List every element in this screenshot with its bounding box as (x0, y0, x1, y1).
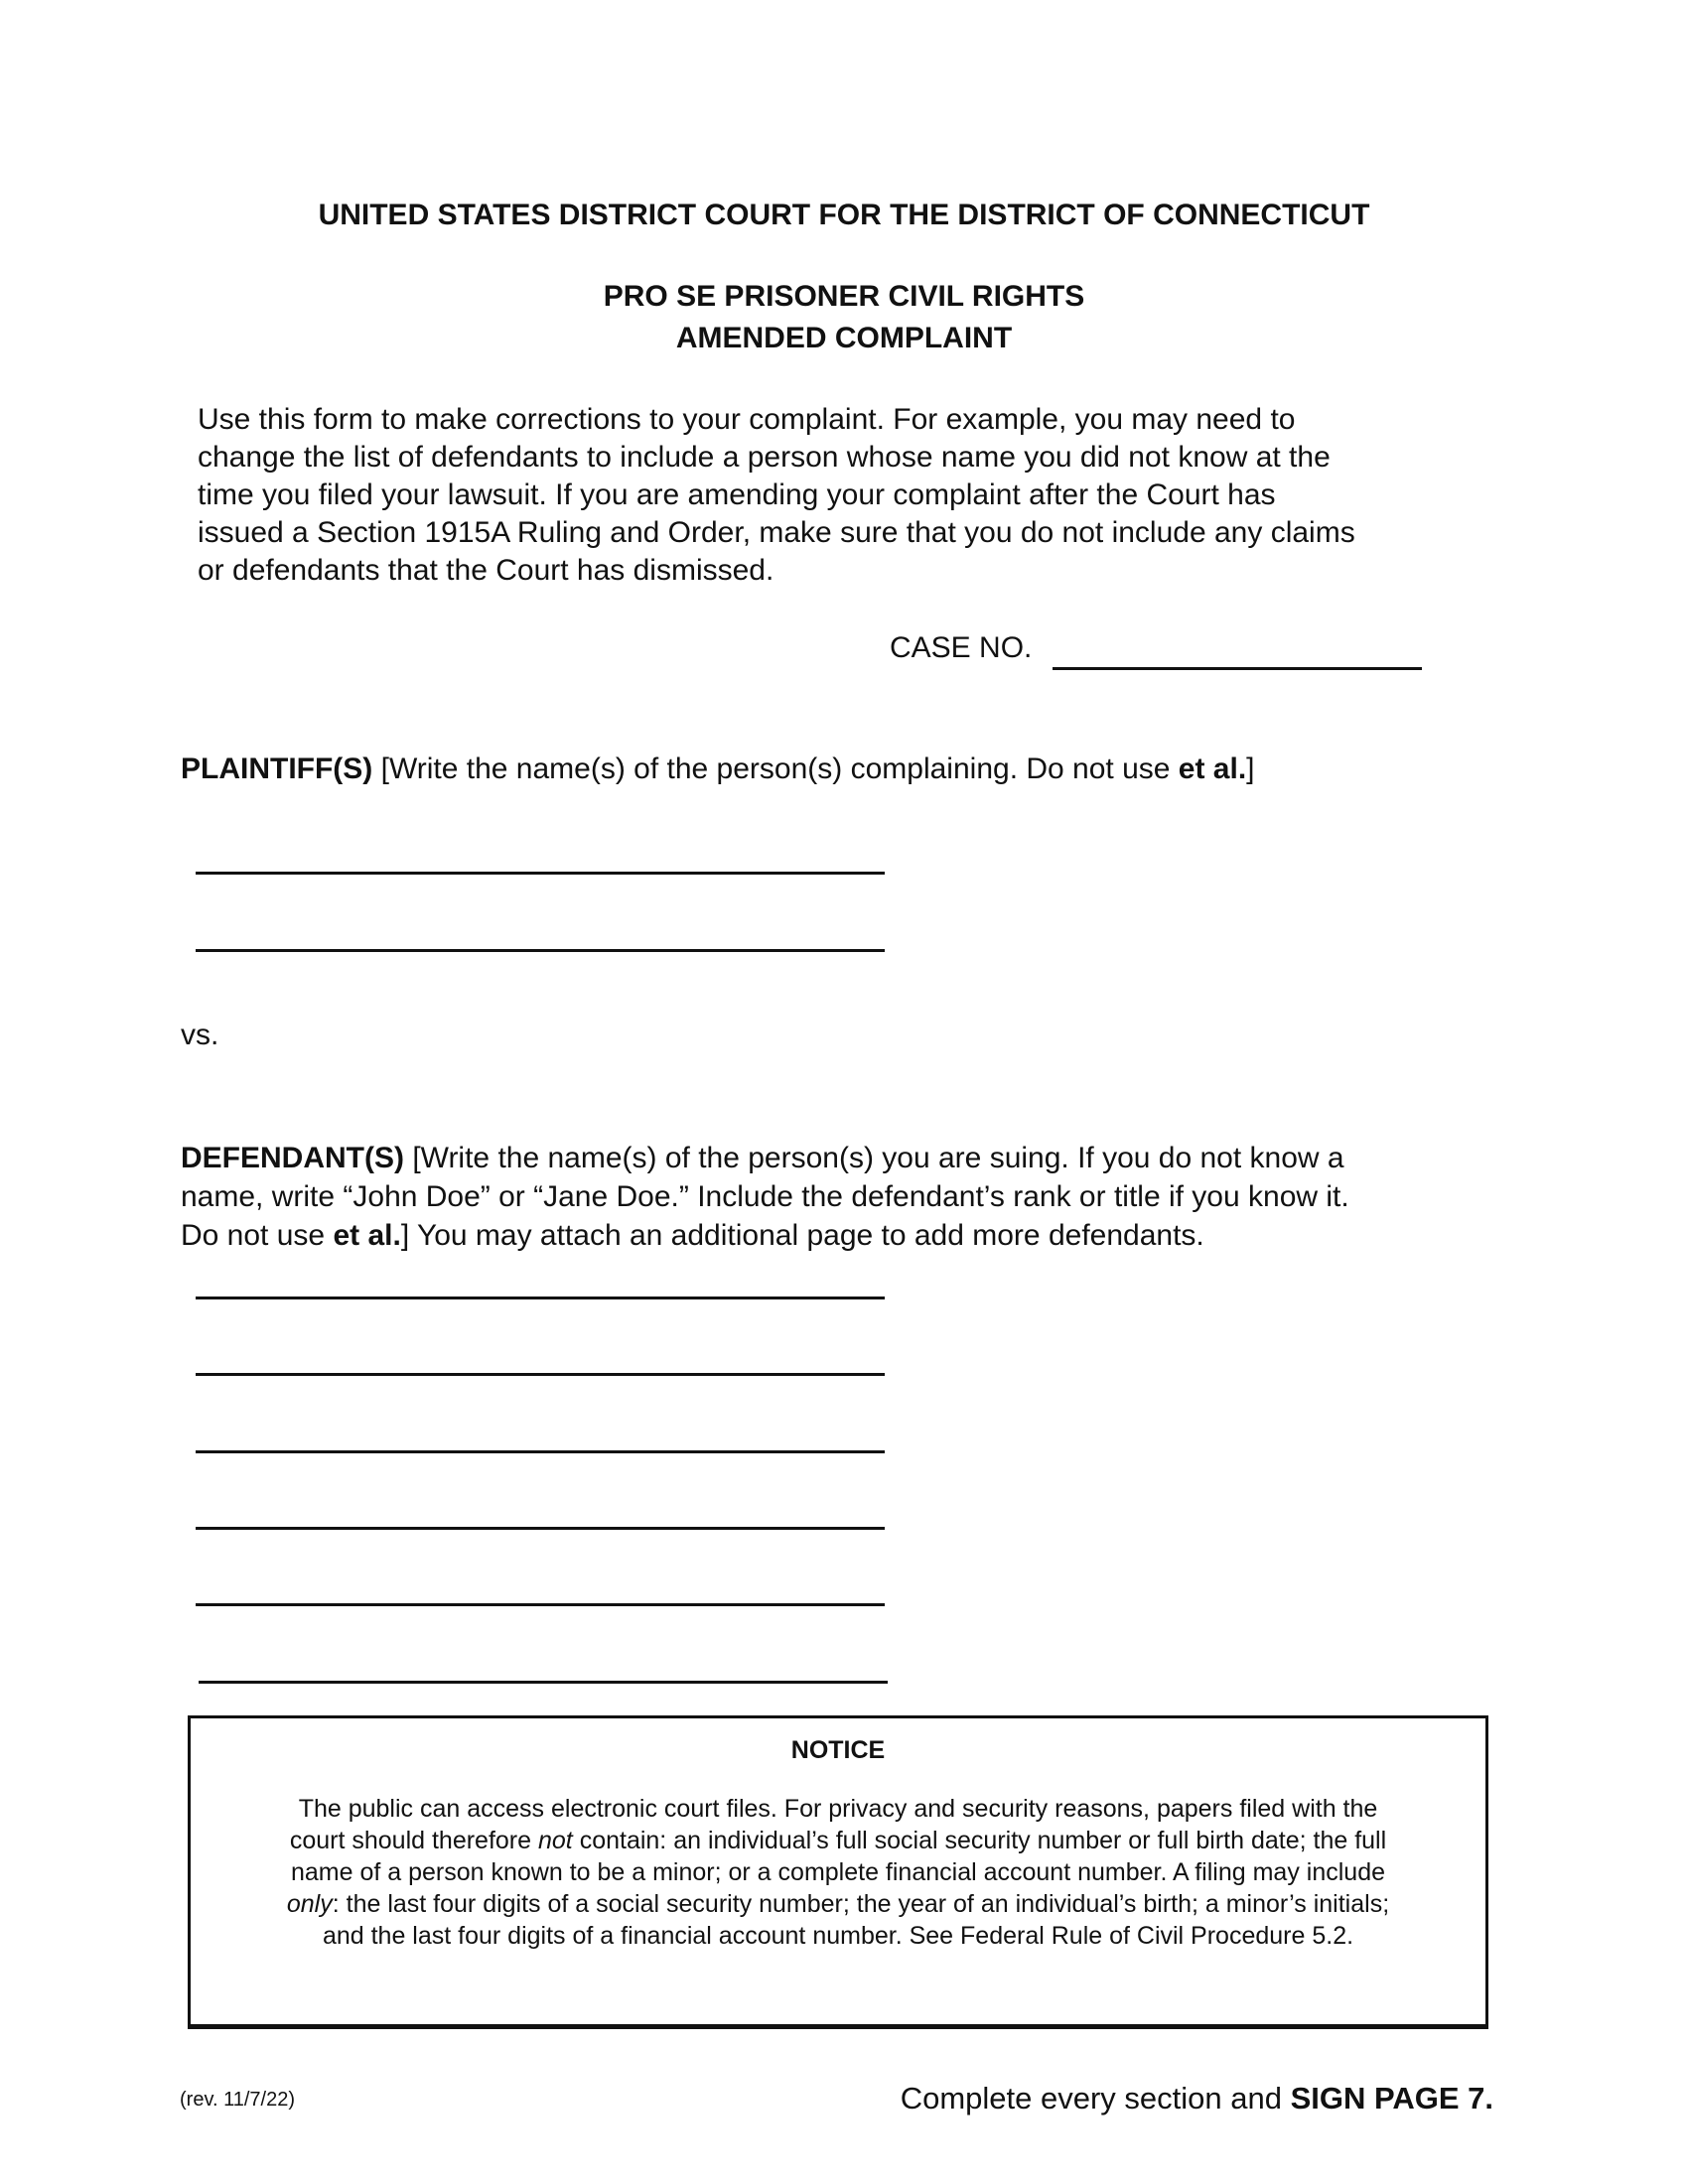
notice-title: NOTICE (790, 1736, 886, 1764)
notice-body: The public can access electronic court files. For privacy and security reasons, papers filed with the court should therefore not contain: an individual’s full social security number or full birth date; the full name of a person known to be a minor; or a complete financial account number. A filing may include only: the last four digits of a social security number; the year of an individual’s birth; a minor’s initials; and the last four digits of a financial account number. See Federal Rule of Civil Procedure 5.2. (286, 1795, 1390, 1950)
revision-date: (rev. 11/7/22) (180, 2089, 295, 2111)
form-title-line2: AMENDED COMPLAINT (675, 322, 1013, 354)
form-title-line1: PRO SE PRISONER CIVIL RIGHTS (603, 280, 1085, 313)
intro-line: or defendants that the Court has dismissed. (198, 554, 774, 587)
intro-line: issued a Section 1915A Ruling and Order, make sure that you do not include any claims (198, 516, 1355, 549)
defendant-name-field[interactable] (199, 1681, 888, 1684)
plaintiffs-label: PLAINTIFF(S) (181, 752, 373, 785)
intro-line: Use this form to make corrections to your complaint. For example, you may need to (198, 403, 1296, 436)
intro-line: change the list of defendants to include a person whose name you did not know at the (198, 441, 1331, 474)
privacy-notice-box (188, 1715, 1488, 2029)
defendant-name-field[interactable] (196, 1527, 885, 1530)
defendant-name-field[interactable] (196, 1450, 885, 1453)
case-no-label: CASE NO. (890, 631, 1033, 664)
plaintiffs-heading: PLAINTIFF(S) [Write the name(s) of the person(s) complaining. Do not use et al.] (181, 752, 1255, 785)
intro-paragraph (198, 401, 1508, 590)
intro-line: time you filed your lawsuit. If you are amending your complaint after the Court has (198, 478, 1276, 511)
footer-instruction: Complete every section and SIGN PAGE 7. (900, 2081, 1493, 2116)
plaintiff-name-field[interactable] (196, 949, 885, 952)
defendant-name-field[interactable] (196, 1373, 885, 1376)
versus-label: vs. (181, 1019, 219, 1051)
defendants-label: DEFENDANT(S) (181, 1142, 404, 1174)
defendants-heading: DEFENDANT(S) [Write the name(s) of the person(s) you are suing. If you do not know a name, write “John Doe” or “Jane Doe.” Include the defendant’s rank or title if you know it. Do not use et al.] You may attach an additional page to add more defendants. (181, 1142, 1349, 1252)
court-name: UNITED STATES DISTRICT COURT FOR THE DISTRICT OF CONNECTICUT (318, 199, 1370, 231)
defendant-name-field[interactable] (196, 1297, 885, 1299)
defendant-name-field[interactable] (196, 1603, 885, 1606)
plaintiff-name-field[interactable] (196, 872, 885, 875)
case-no-field[interactable] (1053, 667, 1422, 670)
